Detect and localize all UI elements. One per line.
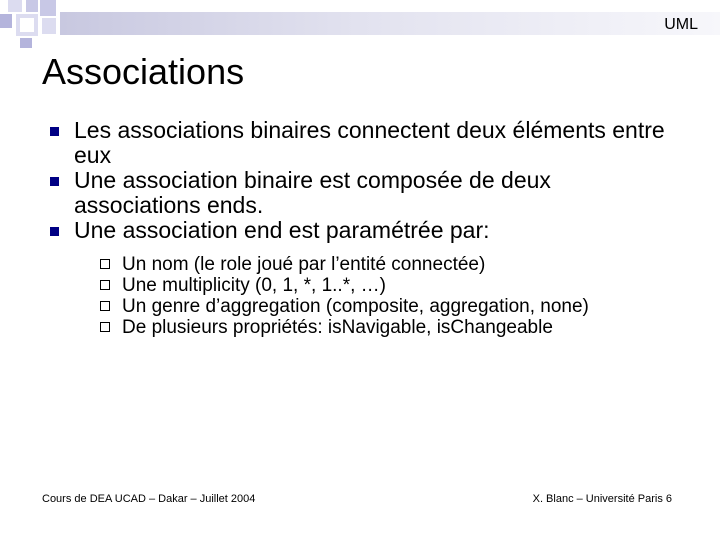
square-bullet-icon xyxy=(50,177,59,186)
bullet-item xyxy=(50,168,680,218)
sub-bullet-item xyxy=(100,275,680,296)
footer-author: X. Blanc – Université Paris 6 xyxy=(532,493,672,505)
sub-bullet-item xyxy=(100,296,680,317)
footer-course: Cours de DEA UCAD – Dakar – Juillet 2004 xyxy=(42,493,256,505)
sub-bullet-item xyxy=(100,317,680,338)
bullet-item xyxy=(50,218,680,243)
header-banner xyxy=(60,12,720,35)
header-label: UML xyxy=(664,16,698,33)
square-bullet-icon xyxy=(50,227,59,236)
sub-bullet-item xyxy=(100,254,680,275)
checkbox-bullet-icon xyxy=(100,259,110,269)
sub-bullet-text: Une multiplicity (0, 1, *, 1..*, …) xyxy=(122,275,386,296)
slide-title: Associations xyxy=(42,51,245,92)
square-bullet-icon xyxy=(50,127,59,136)
bullet-list xyxy=(50,118,680,338)
checkbox-bullet-icon xyxy=(100,322,110,332)
sub-bullet-text: De plusieurs propriétés: isNavigable, isChangeable xyxy=(122,317,553,338)
bullet-text: Une association binaire est composée de deux associations ends. xyxy=(74,167,551,218)
bullet-text: Les associations binaires connectent deux éléments entre eux xyxy=(74,117,665,168)
checkbox-bullet-icon xyxy=(100,301,110,311)
sub-bullet-text: Un nom (le role joué par l’entité connectée) xyxy=(122,254,486,275)
bullet-text: Une association end est paramétrée par: xyxy=(74,217,490,243)
sub-bullet-list xyxy=(50,254,680,338)
bullet-item xyxy=(50,118,680,168)
sub-bullet-text: Un genre d’aggregation (composite, aggregation, none) xyxy=(122,296,589,317)
checkbox-bullet-icon xyxy=(100,280,110,290)
